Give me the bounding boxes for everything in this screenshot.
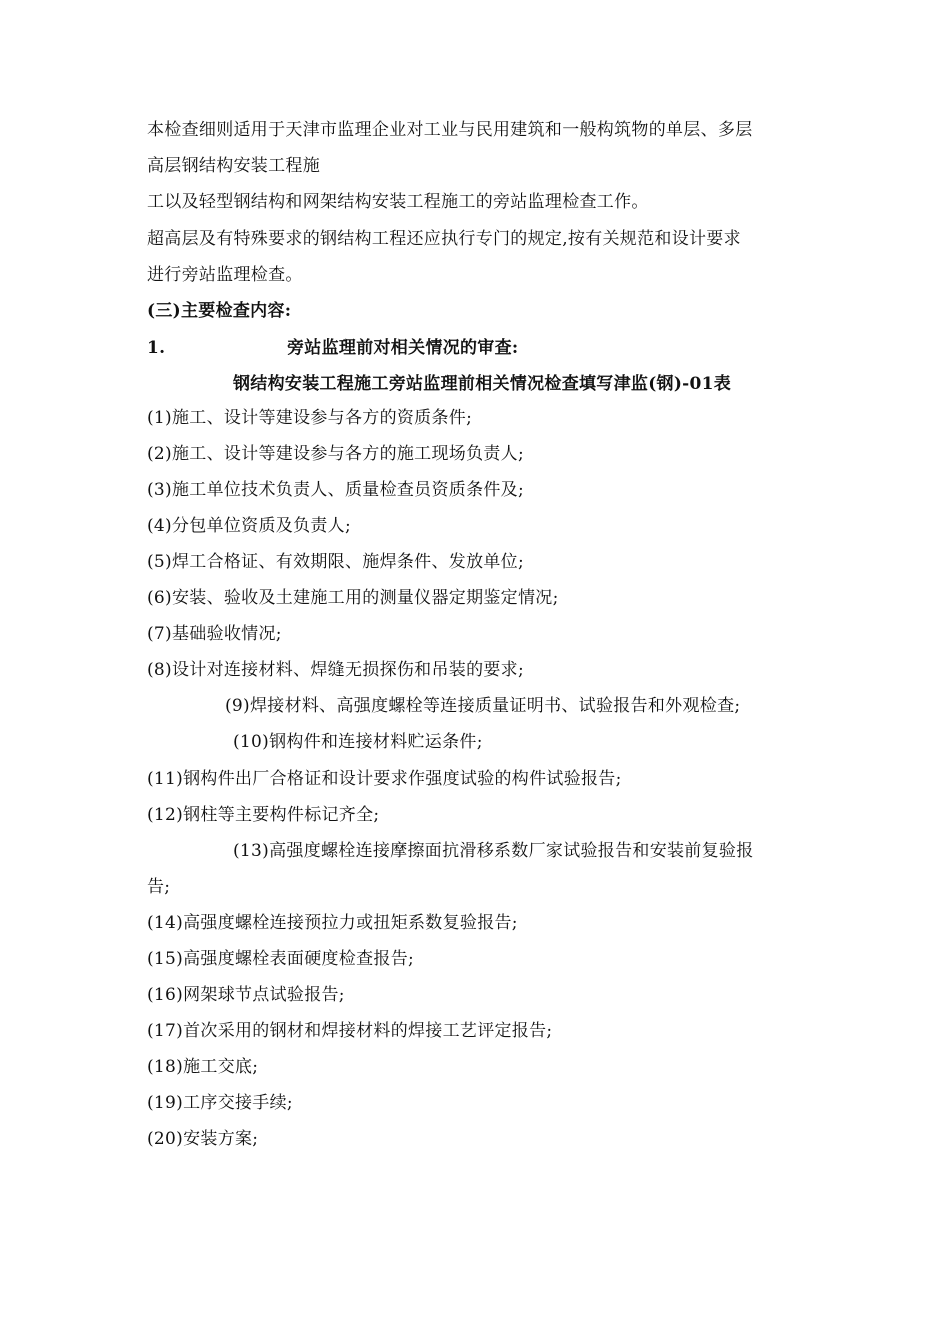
list-item: (12)钢柱等主要构件标记齐全; xyxy=(147,805,380,825)
subsection-title: 旁站监理前对相关情况的审查: xyxy=(287,338,519,358)
list-item: (2)施工、设计等建设参与各方的施工现场负责人; xyxy=(147,444,525,464)
intro-line-1: 本检查细则适用于天津市监理企业对工业与民用建筑和一般构筑物的单层、多层 xyxy=(147,120,753,140)
list-item: (17)首次采用的钢材和焊接材料的焊接工艺评定报告; xyxy=(147,1021,553,1041)
table-title: 钢结构安装工程施工旁站监理前相关情况检查填写津监(钢)-01表 xyxy=(233,374,732,394)
intro-line-2: 高层钢结构安装工程施 xyxy=(147,156,320,176)
list-item: (9)焊接材料、高强度螺栓等连接质量证明书、试验报告和外观检查; xyxy=(225,696,741,716)
list-item: (13)高强度螺栓连接摩擦面抗滑移系数厂家试验报告和安装前复验报 xyxy=(233,841,754,861)
list-item: (11)钢构件出厂合格证和设计要求作强度试验的构件试验报告; xyxy=(147,769,622,789)
subsection-number: 1. xyxy=(147,338,166,358)
list-item: (19)工序交接手续; xyxy=(147,1093,293,1113)
list-item: (5)焊工合格证、有效期限、施焊条件、发放单位; xyxy=(147,552,525,572)
intro-line-5: 进行旁站监理检查。 xyxy=(147,265,303,285)
list-item: (14)高强度螺栓连接预拉力或扭矩系数复验报告; xyxy=(147,913,518,933)
list-item: (8)设计对连接材料、焊缝无损探伤和吊装的要求; xyxy=(147,660,525,680)
list-item: (15)高强度螺栓表面硬度检查报告; xyxy=(147,949,415,969)
intro-line-4: 超高层及有特殊要求的钢结构工程还应执行专门的规定,按有关规范和设计要求 xyxy=(147,229,741,249)
list-item: (4)分包单位资质及负责人; xyxy=(147,516,352,536)
list-item-continuation: 告; xyxy=(147,877,171,897)
list-item: (10)钢构件和连接材料贮运条件; xyxy=(233,732,483,752)
list-item: (7)基础验收情况; xyxy=(147,624,282,644)
list-item: (6)安装、验收及土建施工用的测量仪器定期鉴定情况; xyxy=(147,588,559,608)
list-item: (18)施工交底; xyxy=(147,1057,259,1077)
list-item: (3)施工单位技术负责人、质量检查员资质条件及; xyxy=(147,480,525,500)
list-item: (16)网架球节点试验报告; xyxy=(147,985,345,1005)
list-item: (1)施工、设计等建设参与各方的资质条件; xyxy=(147,408,473,428)
list-item: (20)安装方案; xyxy=(147,1129,259,1149)
section-heading: (三)主要检查内容: xyxy=(147,301,292,321)
intro-line-3: 工以及轻型钢结构和网架结构安装工程施工的旁站监理检查工作。 xyxy=(147,192,649,212)
